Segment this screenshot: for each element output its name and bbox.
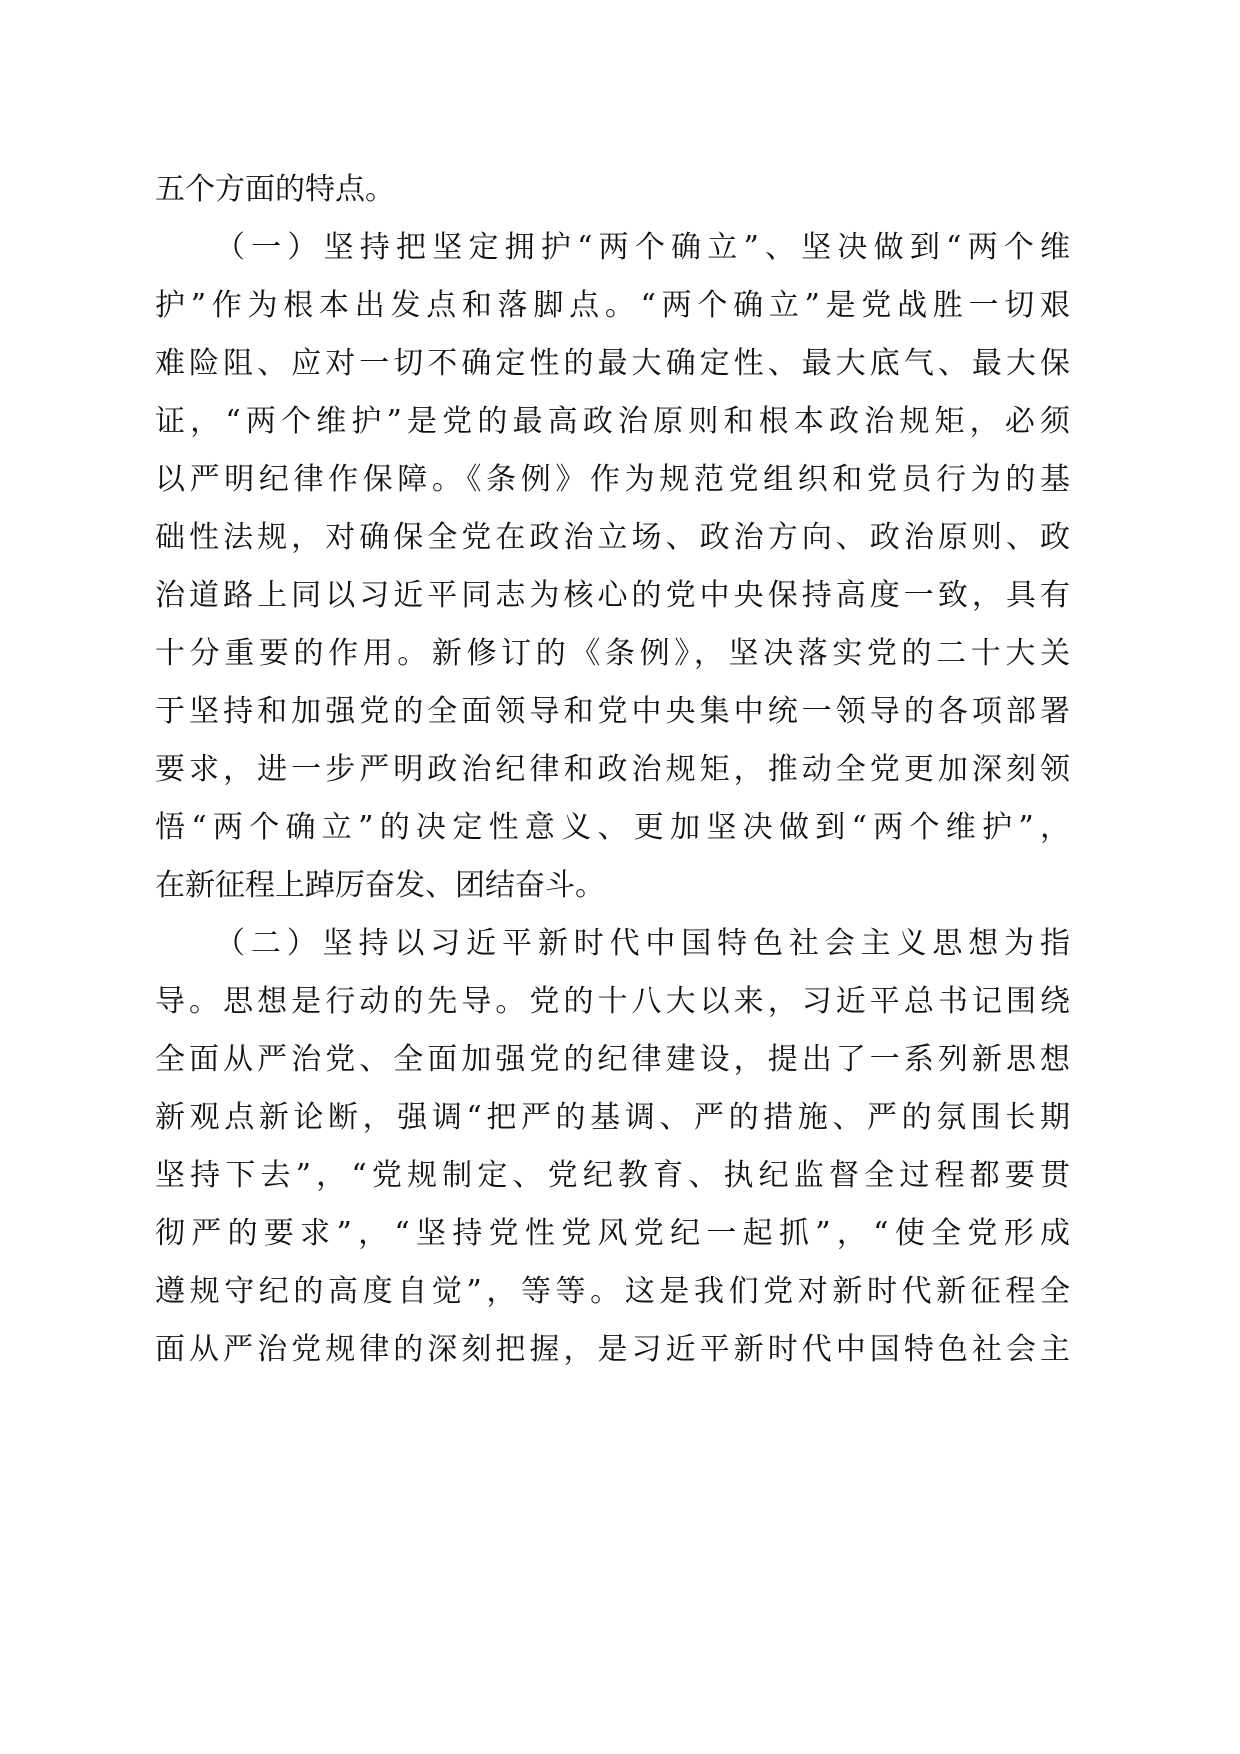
text-line: 悟“两个确立”的决定性意义、更加坚决做到“两个维护”，: [155, 810, 1070, 845]
text-line: 础性法规，对确保全党在政治立场、政治方向、政治原则、政: [155, 520, 1070, 555]
document-body: [155, 161, 1070, 1379]
paragraph-section-one: [155, 219, 1070, 915]
text-line: 新观点新论断，强调“把严的基调、严的措施、严的氛围长期: [155, 1100, 1070, 1135]
text-line: 要求，进一步严明政治纪律和政治规矩，推动全党更加深刻领: [155, 752, 1070, 787]
text-line: 遵规守纪的高度自觉”，等等。这是我们党对新时代新征程全: [155, 1274, 1070, 1309]
text-line: 坚持下去”，“党规制定、党纪教育、执纪监督全过程都要贯: [155, 1158, 1070, 1193]
text-line: 在新征程上踔厉奋发、团结奋斗。: [155, 868, 605, 903]
text-line: 以严明纪律作保障。《条例》作为规范党组织和党员行为的基: [155, 462, 1070, 497]
section-heading-line: （一）坚持把坚定拥护“两个确立”、坚决做到“两个维: [215, 230, 1070, 265]
text-line: 于坚持和加强党的全面领导和党中央集中统一领导的各项部署: [155, 694, 1070, 729]
text-line: 全面从严治党、全面加强党的纪律建设，提出了一系列新思想: [155, 1042, 1070, 1077]
text-line: 难险阻、应对一切不确定性的最大确定性、最大底气、最大保: [155, 346, 1070, 381]
paragraph-section-two: [155, 915, 1070, 1379]
text-line: 面从严治党规律的深刻把握，是习近平新时代中国特色社会主: [155, 1332, 1070, 1367]
section-heading-line: （二）坚持以习近平新时代中国特色社会主义思想为指: [215, 926, 1070, 961]
text-line: 十分重要的作用。新修订的《条例》，坚决落实党的二十大关: [155, 636, 1070, 671]
paragraph-continuation: [155, 161, 1070, 219]
text-line: 彻严的要求”，“坚持党性党风党纪一起抓”，“使全党形成: [155, 1216, 1070, 1251]
text-line: 护”作为根本出发点和落脚点。“两个确立”是党战胜一切艰: [155, 288, 1070, 323]
text-line: 治道路上同以习近平同志为核心的党中央保持高度一致，具有: [155, 578, 1070, 613]
text-line: 证，“两个维护”是党的最高政治原则和根本政治规矩，必须: [155, 404, 1070, 439]
text-line: 五个方面的特点。: [155, 172, 395, 207]
text-line: 导。思想是行动的先导。党的十八大以来，习近平总书记围绕: [155, 984, 1070, 1019]
